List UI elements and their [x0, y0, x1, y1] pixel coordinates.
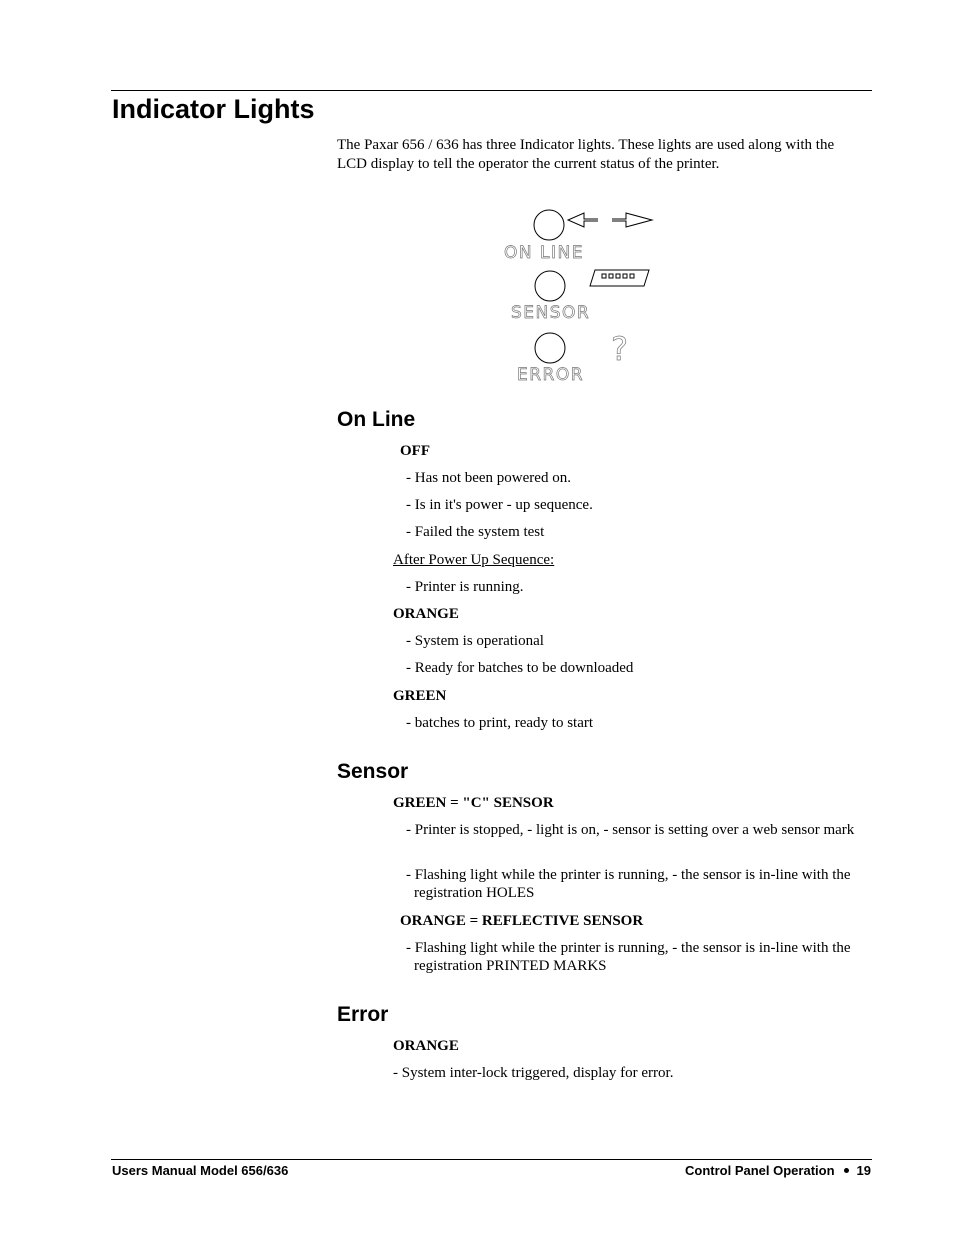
- on-line-off-label: OFF: [400, 443, 430, 459]
- error-light-icon: [535, 333, 565, 363]
- on-line-label: ON LINE: [504, 243, 584, 263]
- page-title: Indicator Lights: [112, 94, 315, 124]
- on-line-off-item: - Failed the system test: [406, 524, 545, 540]
- error-label: ERROR: [517, 365, 585, 385]
- on-line-green-label: GREEN: [393, 688, 447, 704]
- bottom-rule: [111, 1159, 872, 1160]
- on-line-orange-label: ORANGE: [393, 606, 459, 622]
- on-line-green-item: - batches to print, ready to start: [406, 715, 594, 731]
- footer-section: [685, 1162, 871, 1179]
- footer-manual-title: Users Manual Model 656/636: [112, 1163, 289, 1178]
- on-line-light-icon: [534, 210, 564, 240]
- indicator-lights-figure: [500, 203, 660, 385]
- after-power-up-label: After Power Up Sequence:: [393, 552, 555, 568]
- sensor-orange-item: - Flashing light while the printer is running, - the sensor is in-line with the registration PRINTED MARKS: [406, 940, 851, 974]
- sensor-green-item: - Printer is stopped, - light is on, - sensor is setting over a web sensor mark: [406, 822, 855, 838]
- top-rule: [111, 90, 872, 91]
- on-line-orange-item: - System is operational: [406, 633, 544, 649]
- page-number: 19: [856, 1163, 871, 1178]
- sensor-heading: Sensor: [337, 760, 409, 783]
- sensor-label: SENSOR: [511, 303, 591, 323]
- intro-paragraph: The Paxar 656 / 636 has three Indicator lights. These lights are used along with the LCD display to tell the operator the current status of the printer.: [337, 137, 835, 172]
- footer-section-name: Control Panel Operation: [685, 1163, 835, 1178]
- error-orange-label: ORANGE: [393, 1038, 459, 1054]
- after-power-up-item: - Printer is running.: [406, 579, 524, 595]
- on-line-off-item: - Has not been powered on.: [406, 470, 571, 486]
- sensor-green-item: - Flashing light while the printer is running, - the sensor is in-line with the registration HOLES: [406, 867, 851, 901]
- bullet-icon: [844, 1168, 849, 1173]
- question-mark-icon: ?: [611, 330, 628, 368]
- on-line-off-item: - Is in it's power - up sequence.: [406, 497, 593, 513]
- error-item: - System inter-lock triggered, display for error.: [393, 1065, 674, 1081]
- sensor-orange-label: ORANGE = REFLECTIVE SENSOR: [400, 913, 644, 929]
- label-strip-icon: [590, 270, 649, 286]
- sensor-green-label: GREEN = "C" SENSOR: [393, 795, 554, 811]
- error-heading: Error: [337, 1003, 389, 1026]
- bidirectional-arrow-icon: [568, 213, 652, 227]
- on-line-orange-item: - Ready for batches to be downloaded: [406, 660, 634, 676]
- on-line-heading: On Line: [337, 408, 416, 431]
- sensor-light-icon: [535, 271, 565, 301]
